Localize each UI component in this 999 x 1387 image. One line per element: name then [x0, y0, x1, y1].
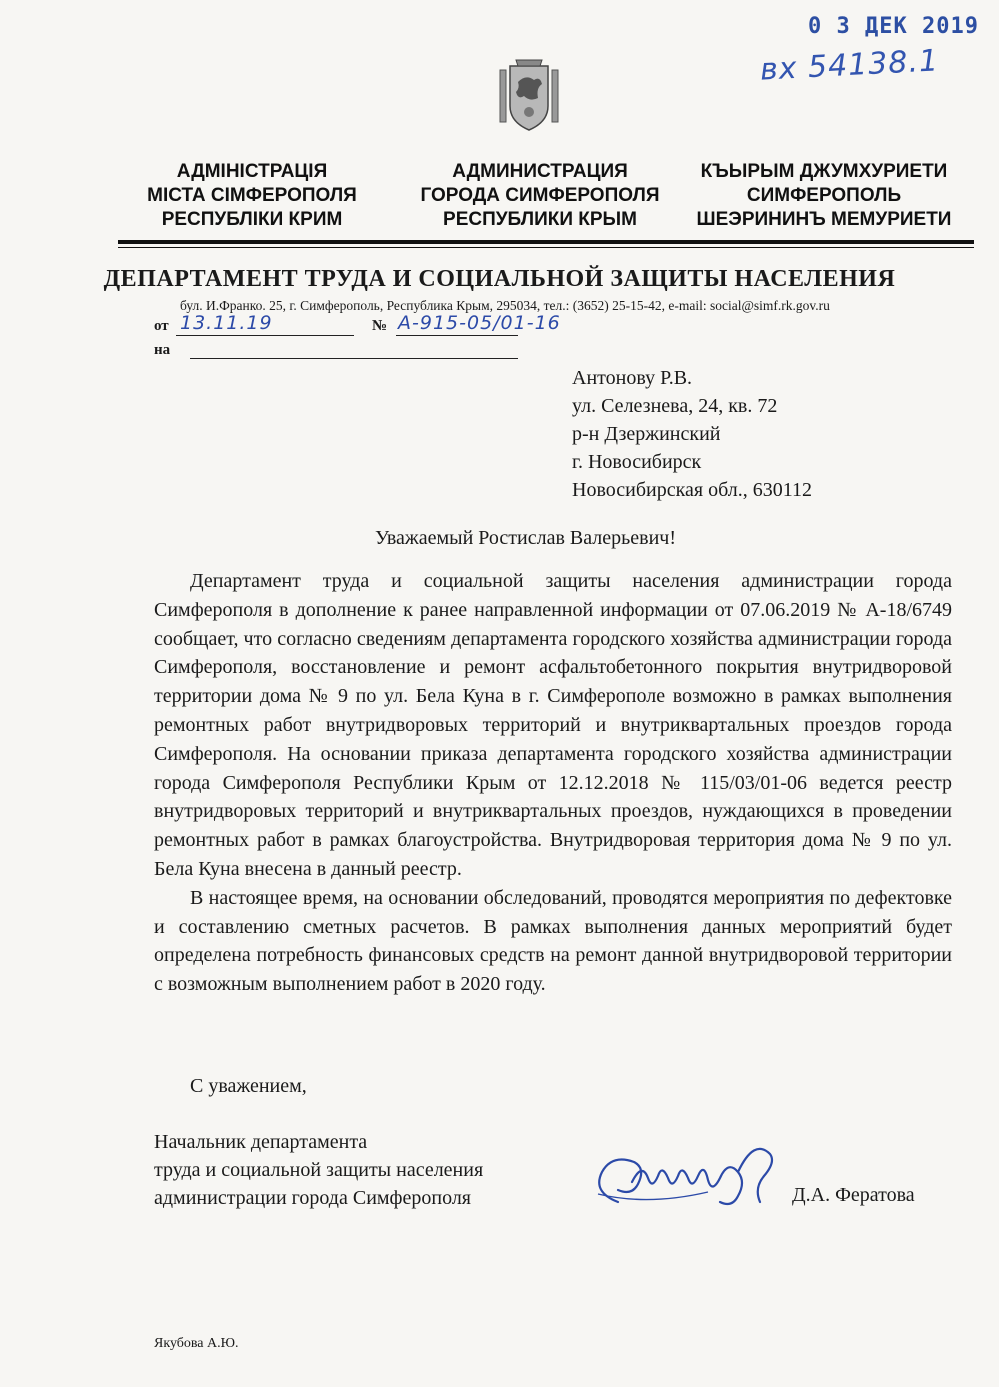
from-date-handwritten: 13.11.19 [180, 312, 273, 334]
header-crh-line-2: СИМФЕРОПОЛЬ [746, 185, 902, 206]
header-crimean-tatar [684, 160, 964, 232]
header-ru-line-2: ГОРОДА СИМФЕРОПОЛЯ [420, 185, 660, 206]
signer-title [154, 1128, 483, 1212]
signer-title-line-1: Начальник департамента [154, 1131, 368, 1153]
addressee-region: Новосибирская обл., 630112 [572, 479, 812, 501]
number-handwritten: А-915-05/01-16 [398, 312, 561, 334]
closing-phrase: С уважением, [190, 1075, 307, 1097]
handwritten-signature [588, 1132, 788, 1222]
number-label: № [372, 318, 388, 334]
header-ua-line-1: АДМІНІСТРАЦІЯ [176, 161, 328, 182]
header-ru-line-3: РЕСПУБЛИКИ КРЫМ [443, 209, 637, 230]
signer-name: Д.А. Фератова [792, 1184, 915, 1206]
addressee-block [572, 364, 812, 504]
executor-name: Якубова А.Ю. [154, 1336, 239, 1351]
salutation: Уважаемый Ростислав Валерьевич! [374, 527, 677, 549]
department-address: бул. И.Франко. 25, г. Симферополь, Республика Крым, 295034, тел.: (3652) 25-15-42, e-mail: social@simf.rk.gov.ru [180, 298, 830, 313]
header-divider-thick [118, 240, 974, 244]
header-ua-line-3: РЕСПУБЛІКИ КРИМ [161, 209, 343, 230]
received-date-stamp: 0 3 ДЕК 2019 [808, 14, 979, 39]
letter-body [154, 567, 952, 999]
body-paragraph-1: Департамент труда и социальной защиты населения администрации города Симферополя в дополнение к ранее направленной информации от 07.06.2019 № А-18/6749 сообщает, что согласно сведениям департамента городского хозяйства администрации города Симферополя, восстановление и ремонт асфальтобетонного покрытия внутридворовой территории дома № 9 по ул. Бела Куна в г. Симферополе возможно в рамках выполнения ремонтных работ внутридворовых территорий и внутриквартальных проездов города Симферополя. На основании приказа департамента городского хозяйства администрации города Симферополя Республики Крым от 12.12.2018 № 115/03/01-06 ведется реестр внутридворовых территорий и внутриквартальных проездов, нуждающихся в проведении ремонтных работ в рамках благоустройства. Внутридворовая территория дома № 9 по ул. Бела Куна внесена в данный реестр. [154, 570, 952, 880]
addressee-district: р-н Дзержинский [572, 423, 721, 445]
from-label: от [154, 318, 169, 334]
header-crh-line-1: КЪЫРЫМ ДЖУМХУРИЕТИ [700, 161, 948, 182]
header-ua-line-2: МІСТА СІМФЕРОПОЛЯ [147, 185, 357, 206]
addressee-city: г. Новосибирск [572, 451, 702, 473]
body-paragraph-2: В настоящее время, на основании обследований, проводятся мероприятия по дефектовке и составлению сметных расчетов. В рамках выполнения данных мероприятий будет определена потребность финансовых средств на ремонт данной внутридворовой территории с возможным выполнением работ в 2020 году. [154, 886, 952, 996]
header-ukrainian [112, 160, 392, 232]
header-russian [400, 160, 680, 232]
to-line [190, 357, 518, 359]
signer-title-line-3: администрации города Симферополя [154, 1187, 472, 1209]
from-line [176, 334, 354, 336]
header-divider-thin [118, 247, 974, 248]
department-title: ДЕПАРТАМЕНТ ТРУДА И СОЦИАЛЬНОЙ ЗАЩИТЫ НАСЕЛЕНИЯ [103, 266, 896, 292]
incoming-number-handwritten: вх 54138.1 [759, 43, 940, 88]
addressee-name: Антонову Р.В. [572, 367, 693, 389]
addressee-street: ул. Селезнева, 24, кв. 72 [572, 395, 778, 417]
number-line [396, 334, 518, 336]
header-crh-line-3: ШЕЭРИНИНЪ МЕМУРИЕТИ [696, 209, 952, 230]
to-label: на [154, 342, 171, 358]
crimea-coat-of-arms-icon [496, 56, 562, 136]
header-ru-line-1: АДМИНИСТРАЦИЯ [452, 161, 628, 182]
signer-title-line-2: труда и социальной защиты населения [154, 1159, 484, 1181]
